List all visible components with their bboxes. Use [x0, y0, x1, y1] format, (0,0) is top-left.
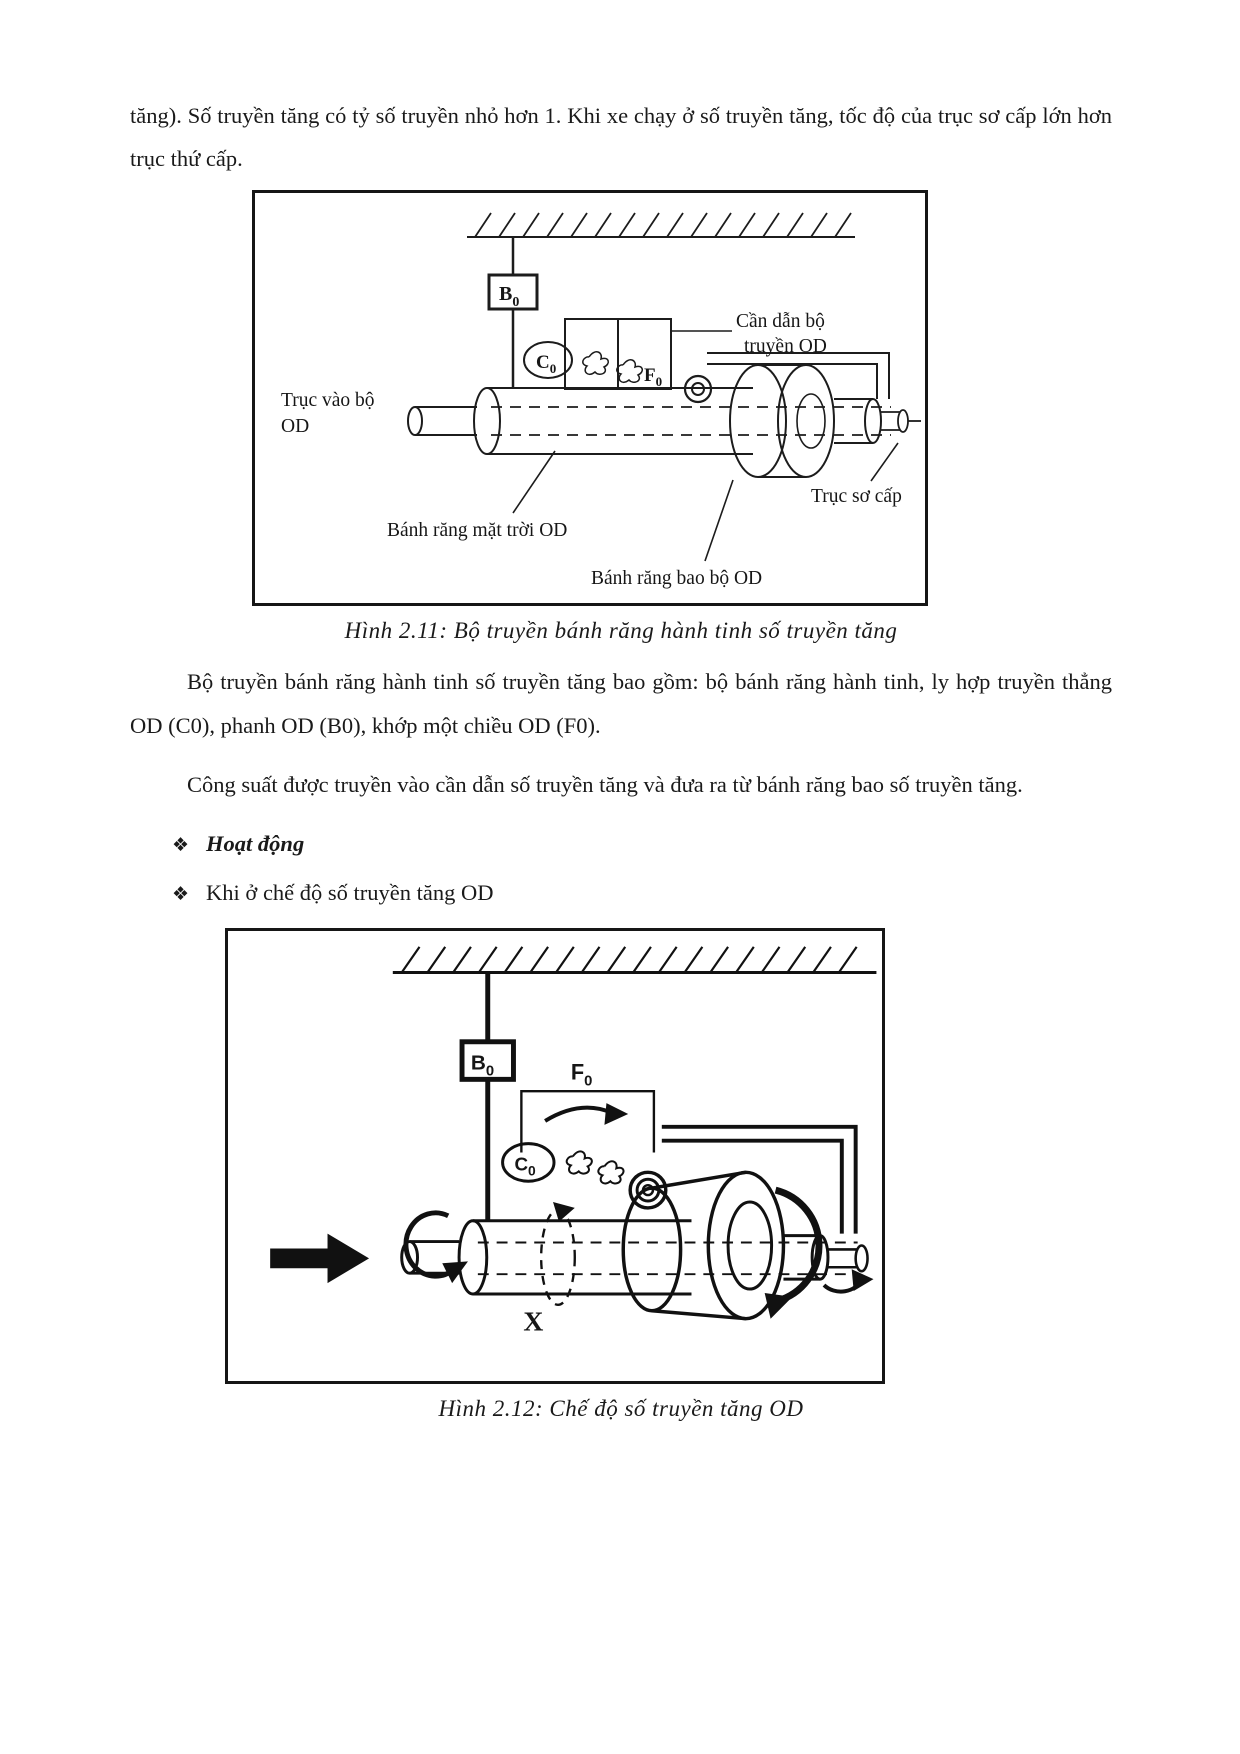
- c0-label: $C_0$: [514, 1153, 536, 1179]
- axis-dashed-lines: [491, 407, 891, 435]
- arrowheads: [270, 1103, 873, 1319]
- input-shaft-label-line1: Trục vào bộ: [281, 390, 375, 412]
- ring-gear-label: Bánh răng bao bộ OD: [591, 568, 763, 590]
- input-shaft: [408, 388, 753, 454]
- od-mode-diagram: [228, 931, 882, 1381]
- paragraph-components: Bộ truyền bánh răng hành tinh số truyền tăng bao gồm: bộ bánh răng hành tinh, ly hợp truyền thẳng OD (C0), phanh OD (B0), khớp một chiều OD (F0).: [130, 669, 1112, 738]
- b0-brake: [462, 973, 513, 1222]
- paragraph-power-flow: Công suất được truyền vào cần dẫn số truyền tăng và đưa ra từ bánh răng bao số truyền tăng.: [187, 771, 1023, 797]
- figure-2-11: [252, 190, 928, 606]
- planetary-gearset-diagram: [255, 193, 925, 603]
- lock-mark-label: X: [523, 1305, 544, 1337]
- f0-label: $F_0$: [644, 365, 663, 390]
- bullet-od-mode-label: Khi ở chế độ số truyền tăng OD: [206, 880, 494, 906]
- primary-shaft: [834, 399, 921, 443]
- figure-2-12: [225, 928, 885, 1384]
- b0-label: $B_0$: [470, 1051, 495, 1080]
- figure-2-11-caption: Hình 2.11: Bộ truyền bánh răng hành tinh số truyền tăng: [344, 618, 898, 644]
- carrier-label-line1: Cần dẫn bộ: [736, 311, 825, 333]
- bullet-operation: [172, 822, 1112, 865]
- diamond-bullet-icon: ❖: [172, 833, 190, 856]
- bullet-od-mode: [172, 871, 1112, 914]
- paragraph-intro: tăng). Số truyền tăng có tỷ số truyền nhỏ hơn 1. Khi xe chạy ở số truyền tăng, tốc độ của trục sơ cấp lớn hơn trục thứ cấp.: [130, 103, 1112, 172]
- diamond-bullet-icon: ❖: [172, 883, 190, 906]
- carrier-label-line2: truyền OD: [744, 336, 827, 358]
- fixed-case-hatch: [393, 947, 877, 973]
- c0-label: $C_0$: [536, 352, 557, 377]
- input-shaft-label-line2: OD: [281, 416, 310, 438]
- bullet-operation-label: Hoạt động: [206, 830, 305, 856]
- axis-dashed-lines: [478, 1243, 858, 1275]
- f0-bracket: [521, 1092, 654, 1153]
- b0-label: $B_0$: [499, 283, 520, 311]
- power-input-arrow: [270, 1234, 369, 1283]
- diagram-linework: [408, 213, 921, 561]
- primary-shaft-label: Trục sơ cấp: [811, 486, 902, 508]
- locked-rotation-dashed-loop: [541, 1210, 575, 1305]
- fixed-case-hatch: [467, 213, 855, 237]
- figure-2-12-caption: Hình 2.12: Chế độ số truyền tăng OD: [438, 1396, 804, 1422]
- clutch-rotation-arrow: [545, 1108, 612, 1121]
- sun-gear-label: Bánh răng mặt trời OD: [387, 520, 568, 542]
- input-shaft: [402, 1221, 692, 1294]
- b0-brake: [489, 237, 537, 388]
- f0-label: $F_0$: [570, 1059, 593, 1090]
- ring-gear-drum: [730, 365, 834, 477]
